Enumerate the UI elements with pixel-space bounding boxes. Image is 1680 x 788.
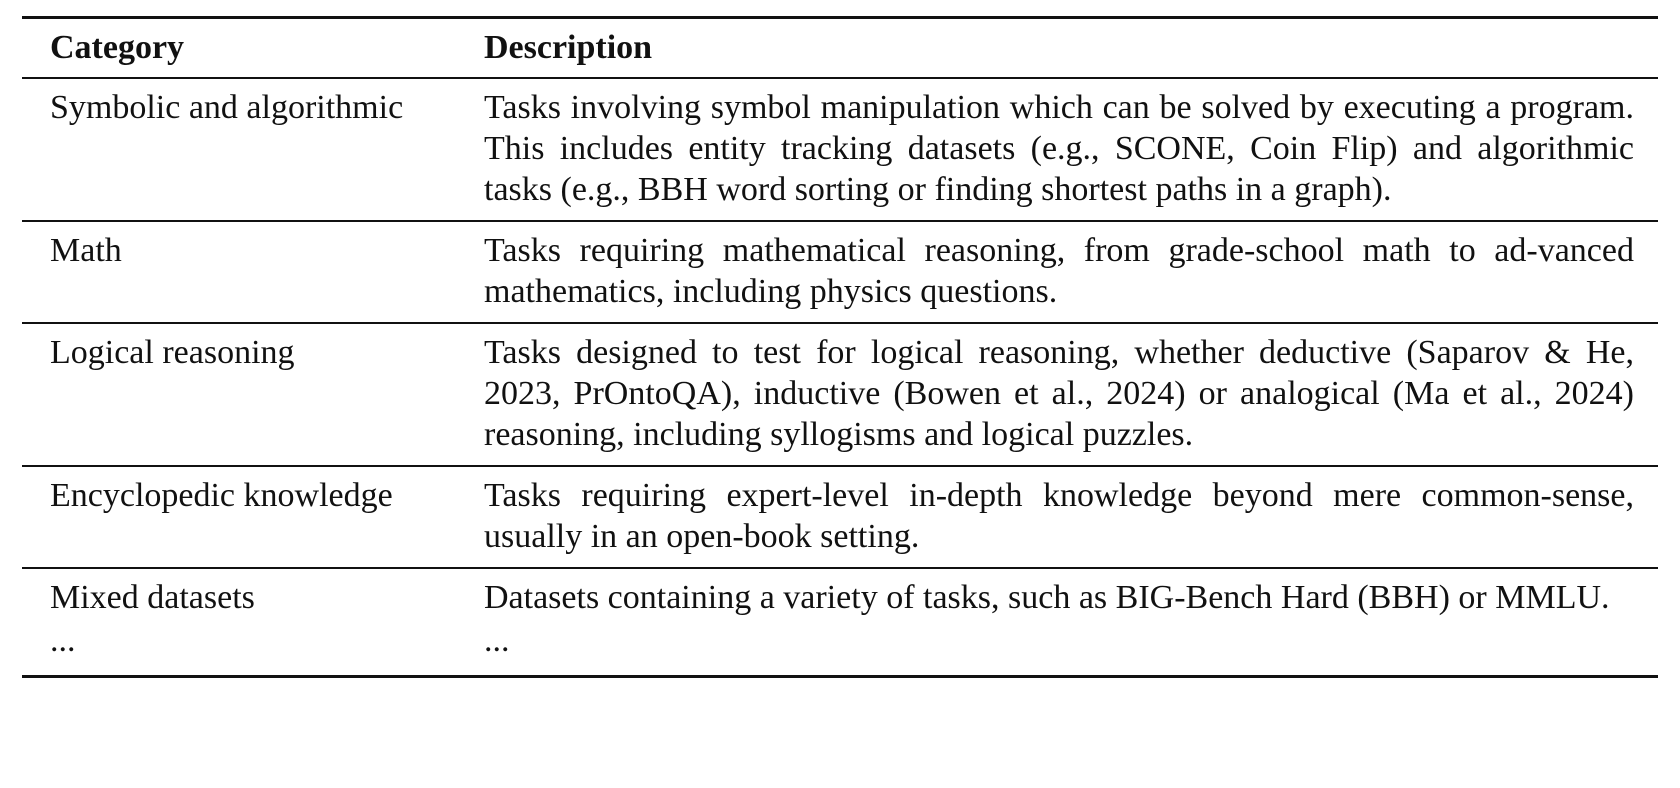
category-cell: Logical reasoning: [50, 334, 295, 371]
table-row: [22, 620, 1658, 677]
table-row: [22, 78, 1658, 221]
description-cell: ...: [484, 622, 510, 659]
description-cell: Datasets containing a variety of tasks, such as BIG-Bench Hard (BBH) or MMLU.: [484, 579, 1610, 616]
table-row: [22, 221, 1658, 323]
table-row: [22, 568, 1658, 620]
header-row: [22, 18, 1658, 79]
category-cell: Symbolic and algorithmic: [50, 89, 404, 126]
header-description: Description: [484, 29, 653, 66]
table-row: [22, 323, 1658, 466]
description-cell: Tasks requiring expert-level in-depth knowledge beyond mere common-sense, usually in an open-book setting.: [484, 477, 1634, 555]
description-cell: Tasks involving symbol manipulation which can be solved by executing a program. This includes entity tracking datasets (e.g., SCONE, Coin Flip) and algorithmic tasks (e.g., BBH word sorting or finding shortest paths in a graph).: [484, 89, 1634, 208]
category-cell: ...: [50, 622, 76, 659]
table-body: [22, 78, 1658, 677]
description-cell: Tasks designed to test for logical reasoning, whether deductive (Saparov & He, 2023, PrOntoQA), inductive (Bowen et al., 2024) or analogical (Ma et al., 2024) reasoning, including syllogisms and logical puzzles.: [484, 334, 1634, 453]
category-cell: Encyclopedic knowledge: [50, 477, 393, 514]
table: [22, 16, 1658, 678]
category-cell: Math: [50, 232, 122, 269]
category-cell: Mixed datasets: [50, 579, 255, 616]
header-category: Category: [50, 29, 185, 66]
table-header: [22, 18, 1658, 79]
table-row: [22, 466, 1658, 568]
category-table: [22, 16, 1658, 678]
description-cell: Tasks requiring mathematical reasoning, from grade-school math to ad-vanced mathematics, including physics questions.: [484, 232, 1634, 310]
